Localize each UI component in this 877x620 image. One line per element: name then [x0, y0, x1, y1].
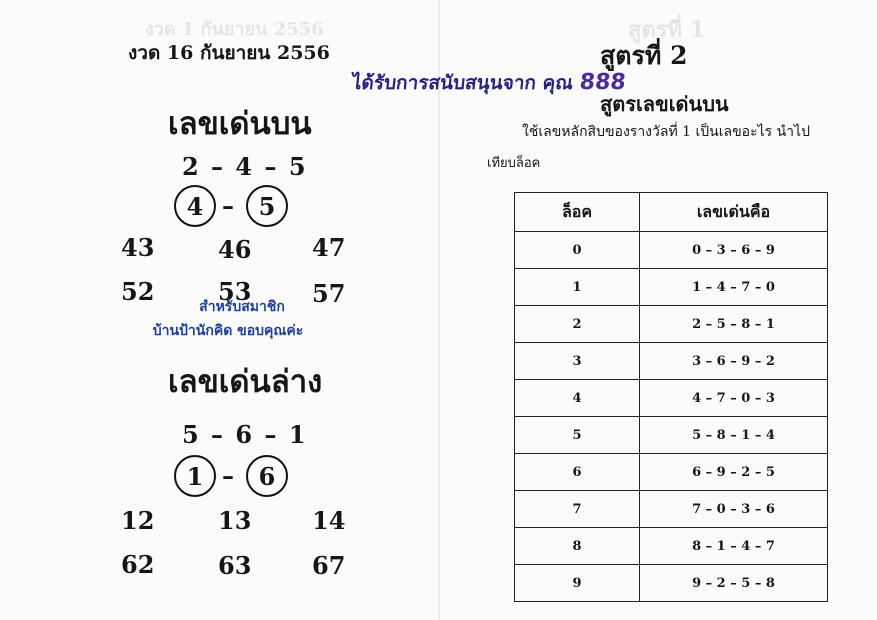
numbers-cell: 5 – 8 – 1 – 4 — [640, 417, 828, 454]
lock-cell: 4 — [515, 380, 640, 417]
lock-table — [514, 192, 828, 602]
formula-subtitle: สูตรเลขเด่นบน — [600, 92, 729, 116]
table-row — [515, 343, 828, 380]
numbers-cell: 3 – 6 – 9 – 2 — [640, 343, 828, 380]
top-number: 57 — [312, 279, 346, 308]
bottom-circle-1: 1 — [174, 455, 216, 497]
table-row — [515, 528, 828, 565]
numbers-cell: 9 – 2 – 5 – 8 — [640, 565, 828, 602]
bottom-number: 13 — [218, 506, 252, 535]
table-row — [515, 417, 828, 454]
top-circle-dash: – — [222, 191, 234, 220]
lock-cell: 5 — [515, 417, 640, 454]
numbers-cell: 7 – 0 – 3 – 6 — [640, 491, 828, 528]
member-line-1: สำหรับสมาชิก — [199, 299, 285, 315]
formula-title: สูตรที่ 2 — [600, 41, 688, 70]
lock-cell: 0 — [515, 232, 640, 269]
table-row — [515, 306, 828, 343]
lock-cell: 7 — [515, 491, 640, 528]
table-row — [515, 232, 828, 269]
lock-cell: 1 — [515, 269, 640, 306]
top-number: 52 — [121, 277, 155, 306]
support-banner — [350, 68, 627, 98]
numbers-cell: 1 – 4 – 7 – 0 — [640, 269, 828, 306]
bottom-heading: เลขเด่นล่าง — [168, 364, 323, 400]
showthrough-left-header: งวด 1 กันยายน 2556 — [145, 19, 324, 40]
bottom-circle-2: 6 — [246, 455, 288, 497]
top-number: 47 — [312, 233, 346, 262]
bottom-number: 14 — [312, 506, 346, 535]
draw-date: งวด 16 กันยายน 2556 — [128, 42, 330, 64]
column-header-numbers: เลขเด่นคือ — [640, 193, 828, 232]
table-row — [515, 491, 828, 528]
bottom-number: 67 — [312, 551, 346, 580]
member-line-2: บ้านป้านักคิด ขอบคุณค่ะ — [152, 323, 304, 339]
numbers-cell: 0 – 3 – 6 – 9 — [640, 232, 828, 269]
table-header-row — [515, 193, 828, 232]
table-row — [515, 380, 828, 417]
lock-cell: 2 — [515, 306, 640, 343]
lock-cell: 6 — [515, 454, 640, 491]
numbers-cell: 6 – 9 – 2 – 5 — [640, 454, 828, 491]
top-sequence: 2 – 4 – 5 — [182, 152, 308, 181]
top-circle-2: 5 — [246, 185, 288, 227]
table-row — [515, 454, 828, 491]
top-number: 43 — [121, 233, 155, 262]
numbers-cell: 8 – 1 – 4 – 7 — [640, 528, 828, 565]
support-number: 888 — [578, 70, 627, 95]
bottom-circle-dash: – — [222, 461, 234, 490]
formula-description-2: เทียบล็อค — [487, 156, 541, 171]
lock-cell: 3 — [515, 343, 640, 380]
bottom-number: 62 — [121, 550, 155, 579]
top-circle-1: 4 — [174, 185, 216, 227]
table-row — [515, 565, 828, 602]
top-number: 53 — [218, 277, 252, 306]
column-header-lock: ล็อค — [515, 193, 640, 232]
top-heading: เลขเด่นบน — [168, 106, 312, 142]
table-row — [515, 269, 828, 306]
support-text: ได้รับการสนับสนุนจาก คุณ — [350, 72, 575, 94]
bottom-sequence: 5 – 6 – 1 — [182, 420, 308, 449]
lock-cell: 8 — [515, 528, 640, 565]
lock-cell: 9 — [515, 565, 640, 602]
showthrough-right-header: สูตรที่ 1 — [628, 17, 705, 43]
bottom-number: 12 — [121, 506, 155, 535]
numbers-cell: 2 – 5 – 8 – 1 — [640, 306, 828, 343]
top-number: 46 — [218, 235, 252, 264]
formula-description: ใช้เลขหลักสิบของรางวัลที่ 1 เป็นเลขอะไร นำไป — [522, 124, 810, 140]
numbers-cell: 4 – 7 – 0 – 3 — [640, 380, 828, 417]
bottom-number: 63 — [218, 551, 252, 580]
